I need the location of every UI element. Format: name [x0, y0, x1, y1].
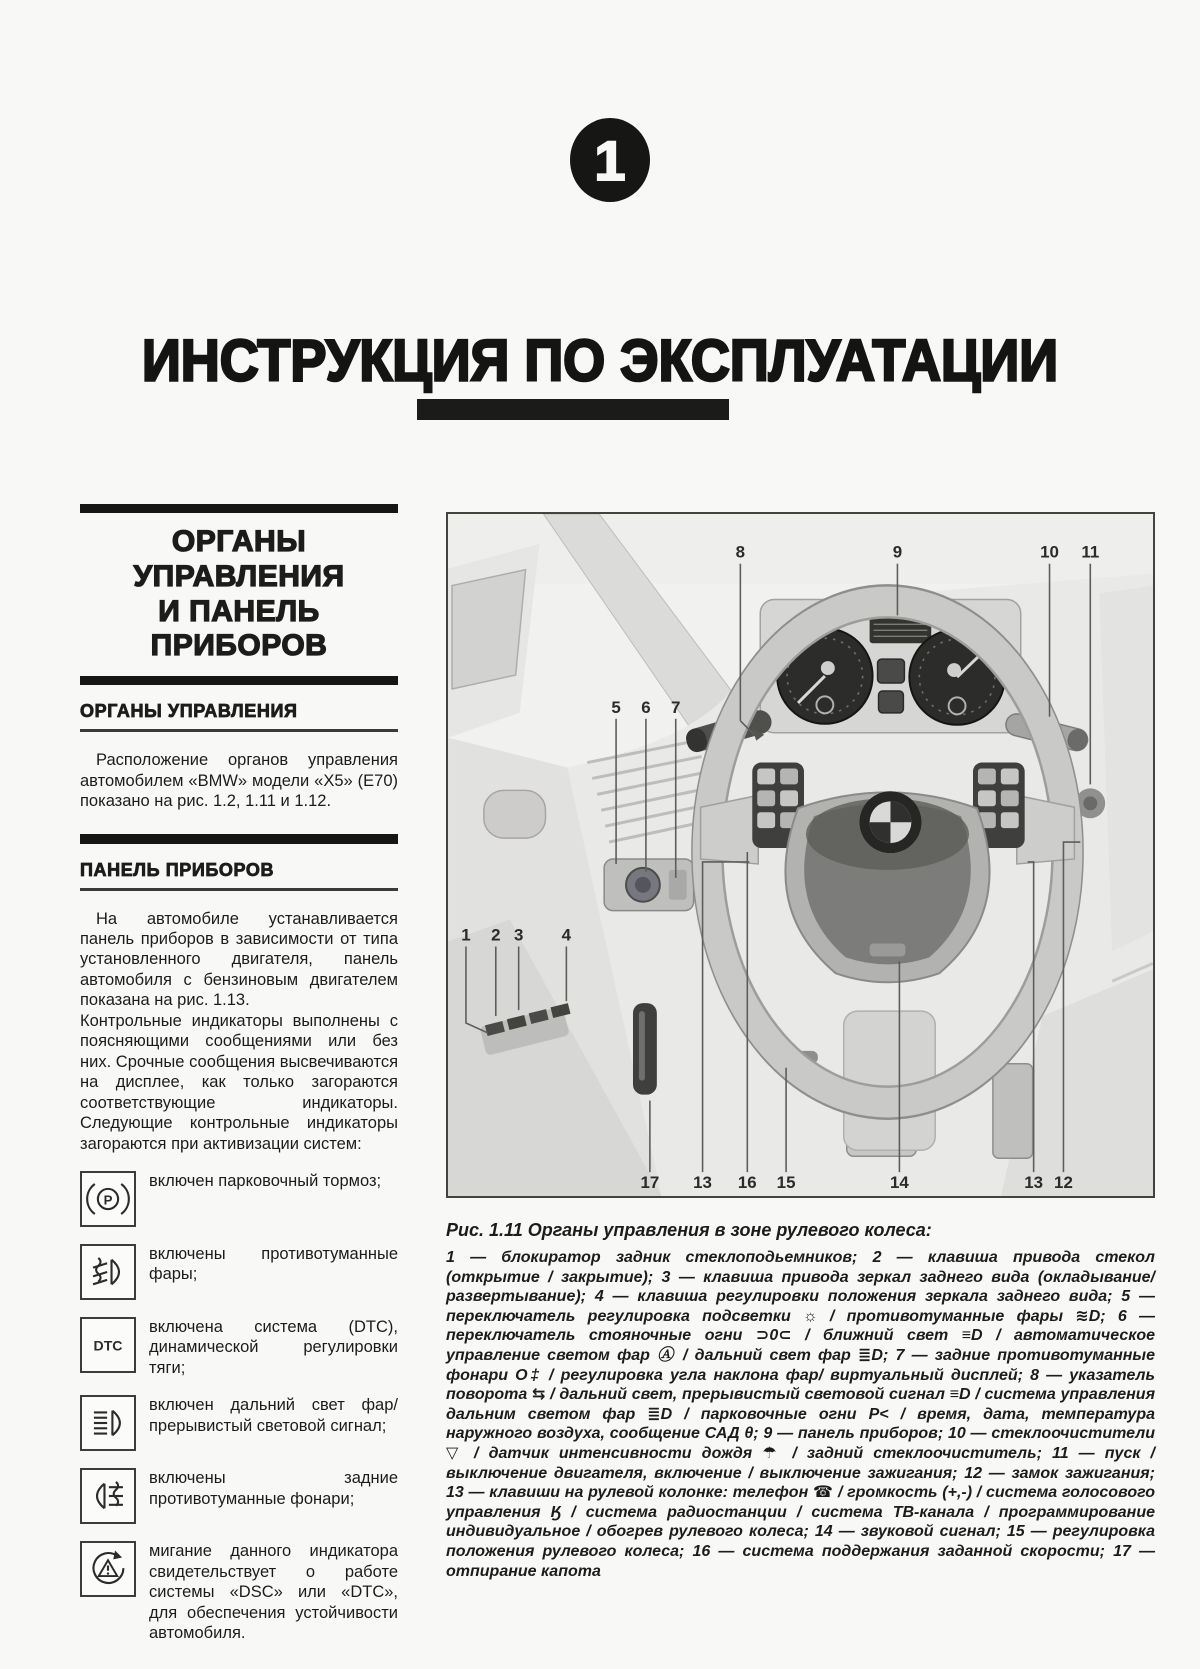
- hood-release-highlight: [639, 1011, 645, 1081]
- dtc-icon: [80, 1317, 136, 1373]
- accelerator-pedal: [993, 1064, 1033, 1158]
- section-title-line: ОРГАНЫ: [171, 525, 307, 558]
- figure-callout-2: 2: [491, 925, 501, 945]
- door-mirror: [452, 570, 526, 689]
- rear-fog-icon: [80, 1468, 136, 1524]
- indicator-list: [80, 1171, 398, 1644]
- section-title: [80, 525, 398, 664]
- figure-callout-1: 1: [461, 925, 471, 945]
- figure-caption-title: Рис. 1.11 Органы управления в зоне рулевого колеса:: [446, 1220, 932, 1240]
- divider-bar: [80, 834, 398, 844]
- section-title-line: И ПАНЕЛЬ: [158, 594, 320, 628]
- figure-callout-13-right: 13: [1024, 1173, 1044, 1193]
- figure-callout-9: 9: [892, 542, 903, 562]
- figure-callout-3: 3: [513, 925, 524, 945]
- panel-paragraph-1: На автомобиле устанавливается панель приборов в зависимости от типа установленного двигателя, панель автомобиля с бензиновым двигателем показана на рис. 1.13.: [80, 909, 398, 1010]
- indicator-text: включен дальний свет фар/прерывистый световой сигнал;: [149, 1396, 398, 1435]
- indicator-item: [80, 1317, 398, 1378]
- light-switch-panel: [604, 859, 693, 911]
- sidebar: [80, 504, 398, 1644]
- svg-text:DTC: DTC: [93, 1337, 123, 1354]
- dsc-icon: [80, 1541, 136, 1597]
- figure-callout-12: 12: [1054, 1173, 1073, 1193]
- divider-bar: [80, 504, 398, 513]
- rule: [80, 729, 398, 732]
- figure-callout-13-left: 13: [693, 1173, 712, 1193]
- door-pull-handle: [484, 790, 546, 838]
- indicator-item: [80, 1541, 398, 1643]
- figure-caption: [446, 1220, 1155, 1581]
- panel-paragraph-2: Контрольные индикаторы выполнены с поясняющими сообщениями или без них. Срочные сообщения высвечиваются на дисплее, как только загораются соответствующие индикаторы. Следующие контрольные индикаторы загораются при активизации систем:: [80, 1011, 398, 1153]
- svg-text:P: P: [103, 1192, 113, 1208]
- chapter-number: 1: [594, 128, 626, 192]
- indicator-item: [80, 1395, 398, 1451]
- section-title-line: ПРИБОРОВ: [150, 629, 328, 663]
- page-title: ИНСТРУКЦИЯ ПО ЭКСПЛУАТАЦИИ: [141, 328, 1059, 394]
- controls-heading: ОРГАНЫ УПРАВЛЕНИЯ: [80, 701, 298, 722]
- figure-callout-15: 15: [776, 1173, 796, 1193]
- high-beam-icon: [80, 1395, 136, 1451]
- title-underline-bar: [417, 399, 729, 420]
- parking-brake-icon: [80, 1171, 136, 1227]
- steering-wheel-diagram: [448, 514, 1153, 1196]
- figure-caption-body: 1 — блокиратор задник стеклоподьемников; 2 — клавиша привода стекол (открытие / закрытие); 3 — клавиша привода зеркал заднего вида (окладывание/развертывание); 4 — клавиша регулировки положения зеркала заднего вида; 5 — переключатель регулировка подсветки ☼ / противотуманные фары ≋D; 6 — переключатель стояночные огни ⊃0⊂ / ближний свет ≡D / автоматическое управление светом фар Ⓐ / дальний свет фар ≣D; 7 — задние противотуманные фонари O‡ / регулировка угла наклона фар/ виртуальный дисплей; 8 — указатель поворота ⇆ / дальний свет, прерывистый световой сигнал ≡D / система управления дальним светом фар ≣D / парковочные огни P< / время, дата, температура наружного воздуха, сообщение САД θ; 9 — панель приборов; 10 — стеклоочистители ▽ / датчик интенсивности дождя ☂ / задний стеклоочиститель; 11 — пуск / выключение двигателя, включение / выключение зажигания; 12 — замок зажигания; 13 — клавиши на рулевой колонке: телефон ☎ / громкость (+,-) / система голосового управления Ӄ / система радиостанции / система ТВ-канала / программирование индивидуальное / обогрев рулевого колеса; 14 — звуковой сигнал; 15 — регулировка положения рулевого колеса; 16 — система поддержания заданной скорости; 17 — отпирание капота: [446, 1249, 1155, 1580]
- chapter-number-badge: [570, 118, 650, 202]
- section-title-line: УПРАВЛЕНИЯ: [133, 559, 345, 593]
- front-fog-icon: [80, 1244, 136, 1300]
- rule: [80, 888, 398, 891]
- figure-callout-6: 6: [641, 697, 651, 717]
- indicator-text: включены задние противотуманные фонари;: [149, 1469, 398, 1508]
- figure-callout-8: 8: [735, 542, 746, 562]
- bmw-roundel: [860, 791, 922, 853]
- figure-callout-14: 14: [890, 1173, 909, 1193]
- figure-callout-11: 11: [1081, 542, 1100, 562]
- indicator-item: [80, 1244, 398, 1300]
- divider-bar: [80, 676, 398, 685]
- figure-callout-4: 4: [561, 925, 572, 945]
- figure-callout-17: 17: [640, 1173, 660, 1193]
- figure-callout-7: 7: [671, 697, 681, 717]
- figure-callout-10: 10: [1040, 542, 1059, 562]
- ignition-start-knob-center: [1083, 796, 1097, 810]
- indicator-text: включены противотуманные фары;: [149, 1244, 398, 1284]
- indicator-text: включена система (DTC), динамической регулировки тяги;: [149, 1317, 398, 1377]
- figure-callout-16: 16: [737, 1173, 757, 1193]
- controls-paragraph: Расположение органов управления автомобилем «BMW» модели «X5» (E70) показано на рис. 1.2, 1.11 и 1.12.: [80, 751, 398, 811]
- indicator-text: мигание данного индикатора свидетельствует о работе системы «DSC» или «DTC», для обеспечения устойчивости автомобиля.: [149, 1542, 398, 1643]
- figure-callout-5: 5: [611, 697, 621, 717]
- indicator-item: [80, 1468, 398, 1524]
- panel-heading: ПАНЕЛЬ ПРИБОРОВ: [80, 859, 275, 880]
- indicator-item: [80, 1171, 398, 1227]
- indicator-text: включен парковочный тормоз;: [149, 1171, 382, 1190]
- figure-1-11: [446, 512, 1155, 1198]
